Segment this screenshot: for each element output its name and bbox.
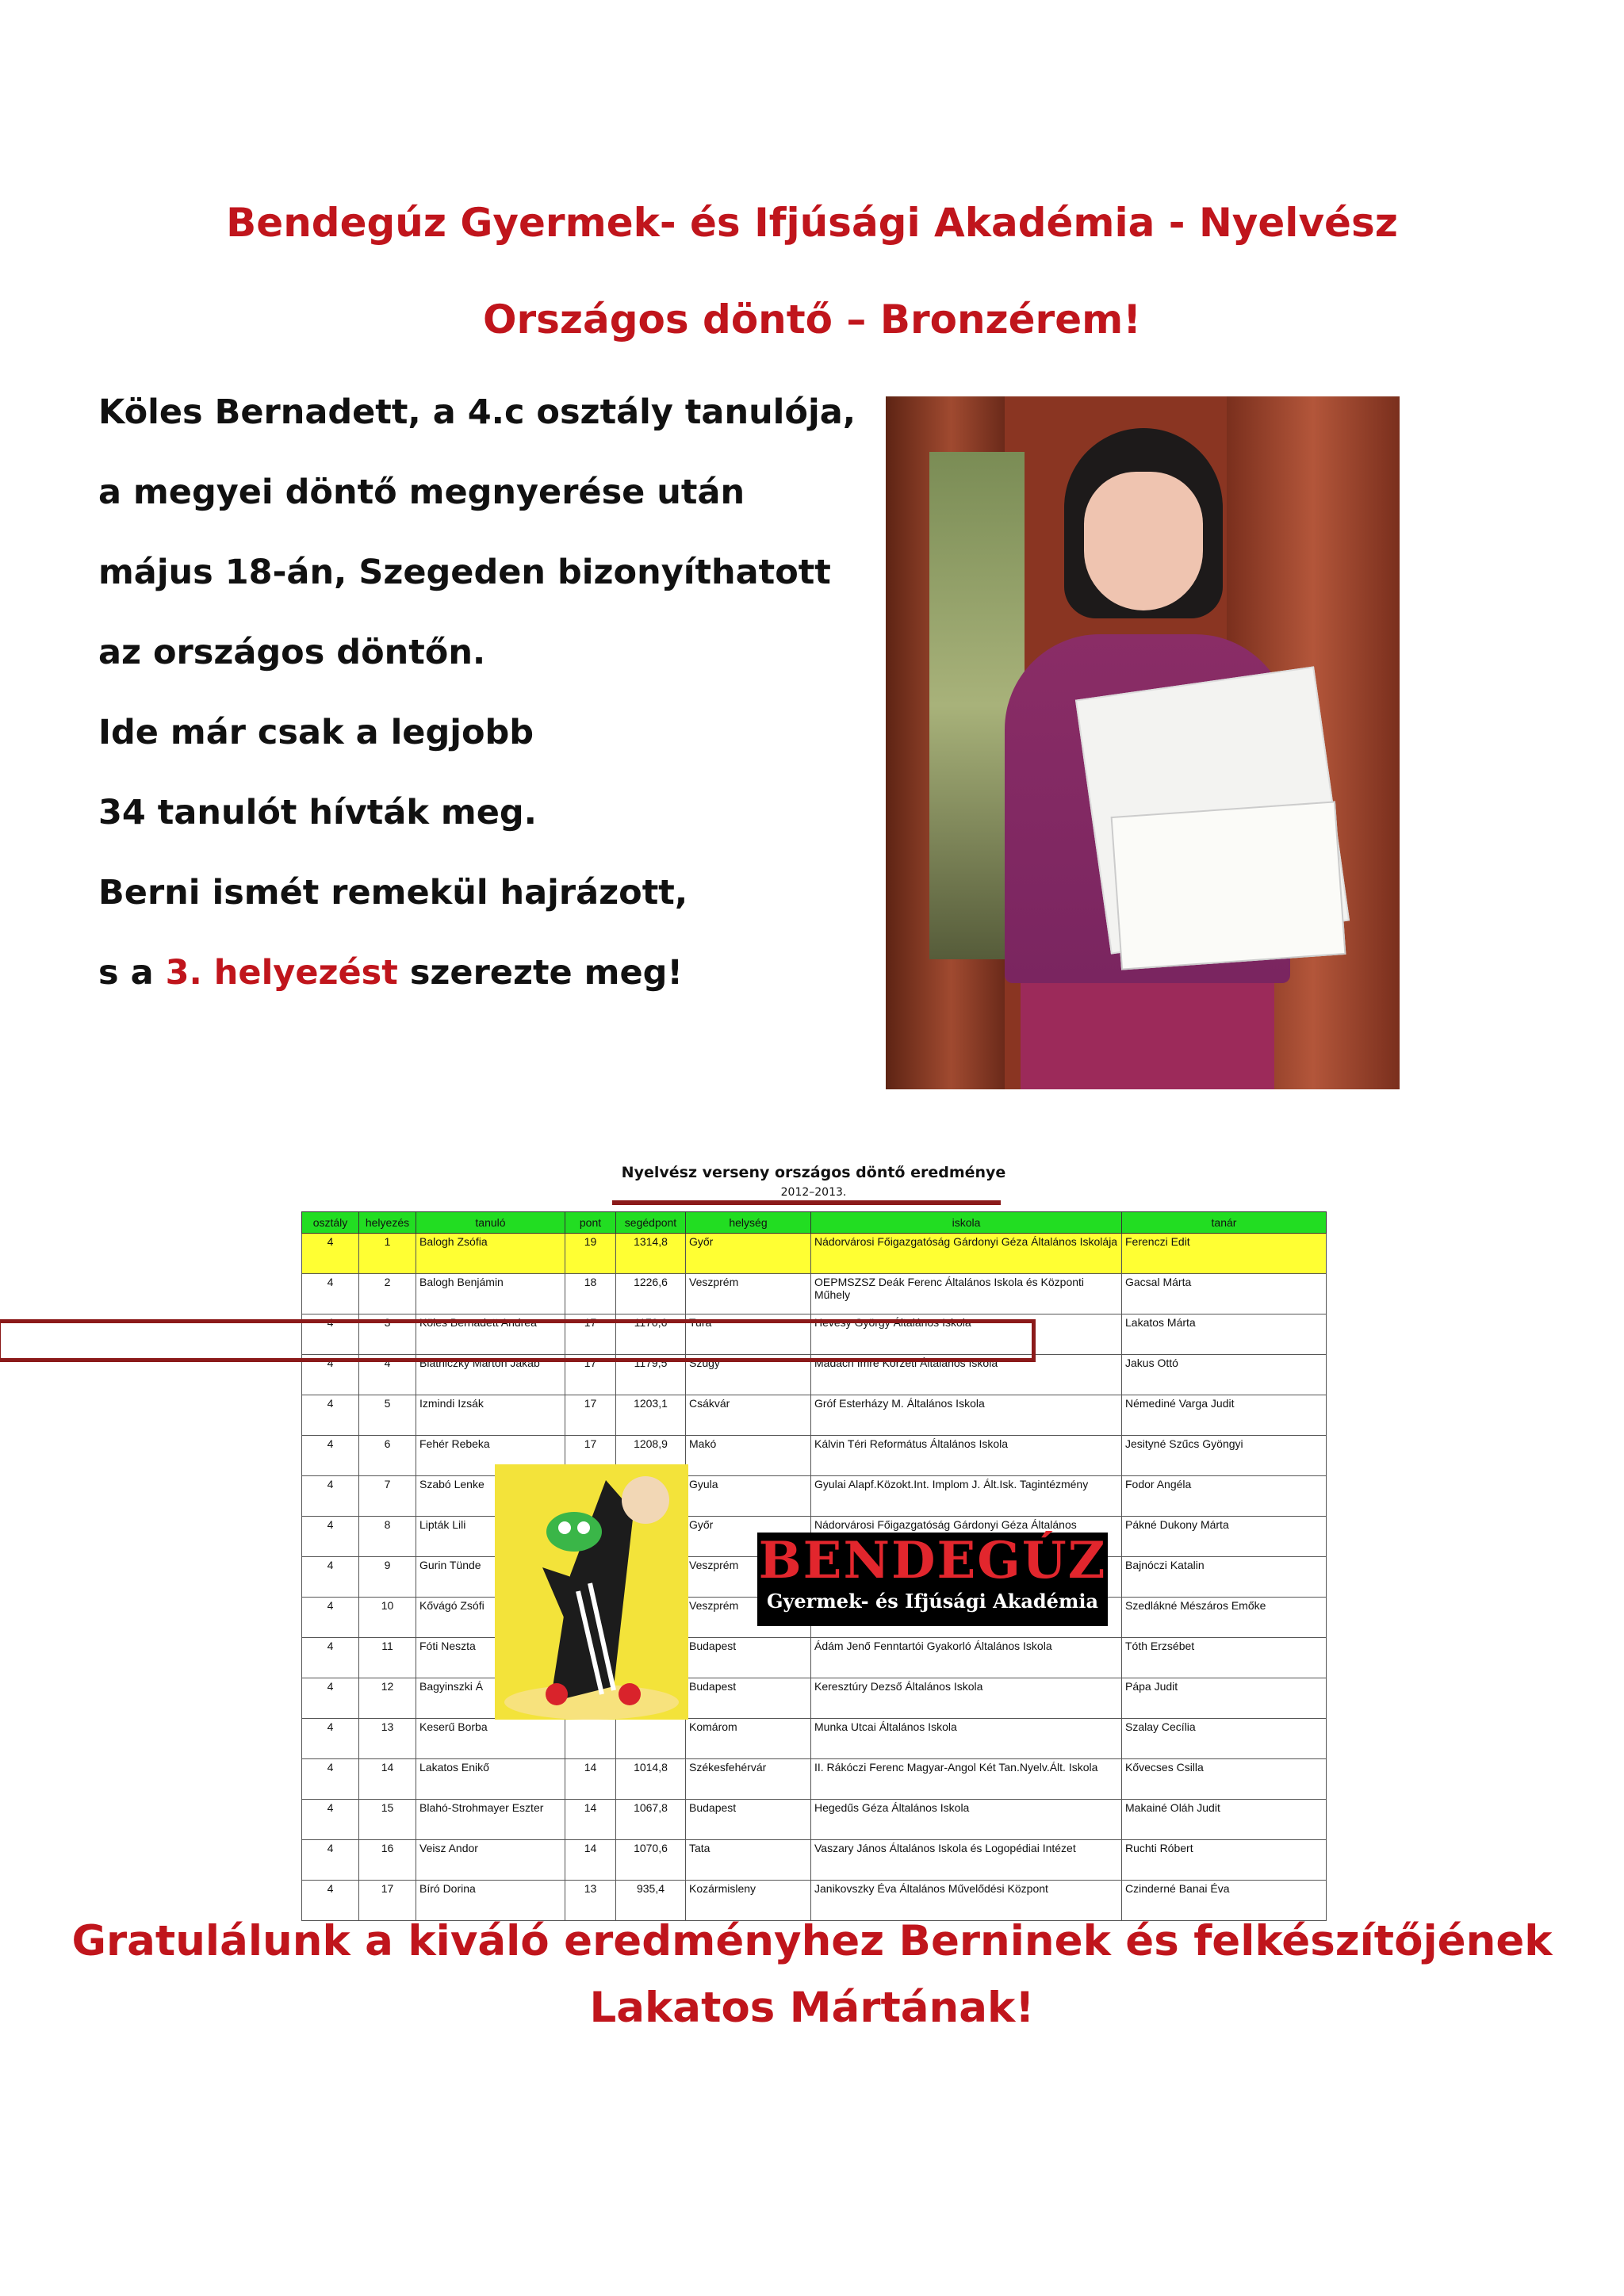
student-photo (886, 396, 1400, 1089)
results-cell: 4 (302, 1719, 359, 1759)
intro-line: Köles Bernadett, a 4.c osztály tanulója, (98, 392, 856, 432)
results-cell: Budapest (686, 1800, 811, 1840)
results-cell: 4 (359, 1355, 416, 1395)
page-subtitle: Országos döntő – Bronzérem! (482, 297, 1142, 342)
results-cell: 11 (359, 1638, 416, 1678)
results-cell: Jesityné Szűcs Gyöngyi (1122, 1436, 1327, 1476)
results-cell: Győr (686, 1234, 811, 1274)
results-cell: 4 (302, 1314, 359, 1355)
results-row (302, 1234, 1327, 1274)
results-cell: 18 (565, 1274, 616, 1314)
intro-text (98, 392, 860, 1032)
results-cell: Bajnóczi Katalin (1122, 1557, 1327, 1598)
intro-line: 34 tanulót hívták meg. (98, 793, 538, 832)
header-cell: pont (565, 1212, 616, 1234)
results-cell: Lipták Lili (416, 1517, 565, 1557)
intro-line: Berni ismét remekül hajrázott, (98, 873, 688, 913)
results-cell: Pákné Dukony Márta (1122, 1517, 1327, 1557)
results-cell: Fodor Angéla (1122, 1476, 1327, 1517)
results-cell: 1208,9 (616, 1436, 686, 1476)
header-cell: segédpont (616, 1212, 686, 1234)
results-cell: 10 (359, 1598, 416, 1638)
results-cell: Ádám Jenő Fenntartói Gyakorló Általános Iskola (811, 1638, 1122, 1678)
results-cell: 1067,8 (616, 1800, 686, 1840)
results-row (302, 1395, 1327, 1436)
results-cell: 17 (565, 1395, 616, 1436)
intro-line: az országos döntőn. (98, 633, 486, 672)
header-cell: helység (686, 1212, 811, 1234)
results-cell: 4 (302, 1598, 359, 1638)
results-cell: Szabó Lenke (416, 1476, 565, 1517)
results-row (302, 1881, 1327, 1921)
results-cell: 8 (359, 1517, 416, 1557)
results-row (302, 1719, 1327, 1759)
results-cell: 4 (302, 1557, 359, 1598)
results-cell: II. Rákóczi Ferenc Magyar-Angol Két Tan.Nyelv.Ált. Iskola (811, 1759, 1122, 1800)
results-cell: Kővecses Csilla (1122, 1759, 1327, 1800)
results-row (302, 1759, 1327, 1800)
results-cell: Bagyinszki Á (416, 1678, 565, 1719)
results-cell: Veszprém (686, 1598, 811, 1638)
logo-main-text: BENDEGÚZ (758, 1531, 1107, 1590)
results-cell: Ruchti Róbert (1122, 1840, 1327, 1881)
results-cell: 1014,8 (616, 1759, 686, 1800)
results-cell: Makó (686, 1436, 811, 1476)
results-cell: Székesfehérvár (686, 1759, 811, 1800)
results-row (302, 1476, 1327, 1517)
results-cell: Hegedűs Géza Általános Iskola (811, 1800, 1122, 1840)
results-cell: Lakatos Márta (1122, 1314, 1327, 1355)
results-cell: Némediné Varga Judit (1122, 1395, 1327, 1436)
results-cell: Nádorvárosi Főigazgatóság Gárdonyi Géza Általános (811, 1517, 1122, 1557)
results-cell: 4 (302, 1678, 359, 1719)
results-cell: 1 (359, 1234, 416, 1274)
results-cell: OEPMSZSZ Deák Ferenc Általános Iskola és Központi Műhely (811, 1274, 1122, 1314)
results-cell: 3 (359, 1314, 416, 1355)
results-cell: 1179,5 (616, 1355, 686, 1395)
results-cell: Nádorvárosi Főigazgatóság Gárdonyi Géza Általános Iskolája (811, 1234, 1122, 1274)
results-cell: 4 (302, 1395, 359, 1436)
results-cell: 2 (359, 1274, 416, 1314)
intro-last-post: szerezte meg! (397, 953, 684, 993)
results-cell: Gurin Tünde (416, 1557, 565, 1598)
results-cell: 4 (302, 1476, 359, 1517)
diploma-certificate-second (1111, 801, 1346, 970)
results-cell: Ferenczi Edit (1122, 1234, 1327, 1274)
results-cell: 14 (359, 1759, 416, 1800)
results-row (302, 1840, 1327, 1881)
results-cell: Komárom (686, 1719, 811, 1759)
results-cell: Kővágó Zsófi (416, 1598, 565, 1638)
results-cell: 19 (565, 1234, 616, 1274)
results-cell: Fehér Rebeka (416, 1436, 565, 1476)
results-cell: 4 (302, 1881, 359, 1921)
intro-line: Ide már csak a legjobb (98, 713, 534, 752)
results-cell: Csákvár (686, 1395, 811, 1436)
results-cell: 17 (565, 1355, 616, 1395)
results-cell: 4 (302, 1759, 359, 1800)
results-cell (565, 1719, 616, 1759)
results-cell: Jakus Ottó (1122, 1355, 1327, 1395)
results-table-image (301, 1154, 1326, 1895)
placement-highlight: 3. helyezést (165, 953, 398, 993)
results-cell: 17 (359, 1881, 416, 1921)
results-cell: Vaszary János Általános Iskola és Logopédiai Intézet (811, 1840, 1122, 1881)
results-cell: Keserű Borba (416, 1719, 565, 1759)
results-cell: 4 (302, 1517, 359, 1557)
results-cell: Tata (686, 1840, 811, 1881)
results-cell: Balogh Benjámin (416, 1274, 565, 1314)
results-cell: Hevesy György Általános Iskola (811, 1314, 1122, 1355)
results-cell: Blahó-Strohmayer Eszter (416, 1800, 565, 1840)
results-cell: Bíró Dorina (416, 1881, 565, 1921)
results-cell: Munka Utcai Általános Iskola (811, 1719, 1122, 1759)
results-cell: Szügy (686, 1355, 811, 1395)
header-cell: tanár (1122, 1212, 1327, 1234)
results-cell: Veszprém (686, 1557, 811, 1598)
results-cell: Gyula (686, 1476, 811, 1517)
results-cell: Makainé Oláh Judit (1122, 1800, 1327, 1840)
results-cell: 4 (302, 1840, 359, 1881)
results-cell: Lakatos Enikő (416, 1759, 565, 1800)
results-cell: Keresztúry Dezső Általános Iskola (811, 1678, 1122, 1719)
results-cell: 6 (359, 1436, 416, 1476)
results-cell: 9 (359, 1557, 416, 1598)
results-cell: Veszprém (686, 1274, 811, 1314)
results-cell: Tura (686, 1314, 811, 1355)
results-cell: Kozármisleny (686, 1881, 811, 1921)
results-cell: Kálvin Téri Református Általános Iskola (811, 1436, 1122, 1476)
results-cell: Izmindi Izsák (416, 1395, 565, 1436)
congratulation-line: Gratulálunk a kiváló eredményhez Berninek és felkészítőjének (71, 1917, 1553, 1965)
results-cell: 4 (302, 1800, 359, 1840)
bendeguz-mascot-image (495, 1464, 688, 1720)
results-cell: 14 (565, 1759, 616, 1800)
intro-line: május 18-án, Szegeden bizonyíthatott (98, 553, 831, 592)
results-row (302, 1274, 1327, 1314)
results-cell: 7 (359, 1476, 416, 1517)
header-cell: osztály (302, 1212, 359, 1234)
page-title: Bendegúz Gyermek- és Ifjúsági Akadémia - Nyelvész (226, 200, 1398, 246)
results-cell: 4 (302, 1355, 359, 1395)
logo-sub-text: Gyermek- és Ifjúsági Akadémia (766, 1590, 1099, 1613)
results-cell: 1226,6 (616, 1274, 686, 1314)
results-cell: 14 (565, 1840, 616, 1881)
results-cell: Tóth Erzsébet (1122, 1638, 1327, 1678)
results-cell: 1170,6 (616, 1314, 686, 1355)
results-cell: Szalay Cecília (1122, 1719, 1327, 1759)
results-cell: Gróf Esterházy M. Általános Iskola (811, 1395, 1122, 1436)
results-cell: Gyulai Alapf.Közokt.Int. Implom J. Ált.Isk. Tagintézmény (811, 1476, 1122, 1517)
results-cell: 5 (359, 1395, 416, 1436)
results-cell: 14 (565, 1800, 616, 1840)
results-cell: 1314,8 (616, 1234, 686, 1274)
results-cell: 4 (302, 1638, 359, 1678)
results-cell: Győr (686, 1517, 811, 1557)
bendeguz-logo (757, 1533, 1108, 1626)
results-cell: Budapest (686, 1638, 811, 1678)
results-cell: Veisz Andor (416, 1840, 565, 1881)
results-cell: Czinderné Banai Éva (1122, 1881, 1327, 1921)
results-cell: Budapest (686, 1678, 811, 1719)
header-cell: iskola (811, 1212, 1122, 1234)
results-cell: 4 (302, 1234, 359, 1274)
results-cell: 1203,1 (616, 1395, 686, 1436)
results-cell: Gacsal Márta (1122, 1274, 1327, 1314)
results-cell: 17 (565, 1436, 616, 1476)
results-cell: 13 (565, 1881, 616, 1921)
results-cell (616, 1719, 686, 1759)
results-cell: Blatniczky Márton Jakab (416, 1355, 565, 1395)
results-cell: 17 (565, 1314, 616, 1355)
results-title: Nyelvész verseny országos döntő eredménye (621, 1164, 1006, 1181)
header-cell: tanuló (416, 1212, 565, 1234)
results-row (302, 1436, 1327, 1476)
results-cell: Janikovszky Éva Általános Művelődési Központ (811, 1881, 1122, 1921)
results-row (302, 1678, 1327, 1719)
mascot-illustration (495, 1464, 688, 1720)
results-cell: 15 (359, 1800, 416, 1840)
results-year: 2012–2013. (780, 1186, 847, 1199)
results-cell: 12 (359, 1678, 416, 1719)
intro-last-pre: s a (98, 953, 166, 993)
results-cell: Pápa Judit (1122, 1678, 1327, 1719)
girl-pants (1021, 983, 1274, 1089)
third-place-highlight-box (0, 1319, 1036, 1362)
results-row (302, 1800, 1327, 1840)
congratulation-name: Lakatos Mártának! (589, 1984, 1035, 2032)
girl-face (1084, 472, 1203, 610)
results-cell: 935,4 (616, 1881, 686, 1921)
results-cell: Szedlákné Mészáros Emőke (1122, 1598, 1327, 1638)
results-cell: 4 (302, 1436, 359, 1476)
results-cell: Balogh Zsófia (416, 1234, 565, 1274)
results-row (302, 1638, 1327, 1678)
results-title-underline (612, 1200, 1001, 1205)
results-cell: 4 (302, 1274, 359, 1314)
results-cell: 16 (359, 1840, 416, 1881)
results-cell: 13 (359, 1719, 416, 1759)
intro-line: a megyei döntő megnyerése után (98, 473, 745, 512)
results-cell: 1070,6 (616, 1840, 686, 1881)
intro-line-last (98, 952, 860, 1032)
results-cell: Madách Imre Körzeti Általános Iskola (811, 1355, 1122, 1395)
header-cell: helyezés (359, 1212, 416, 1234)
results-header-row (302, 1212, 1327, 1234)
results-cell: Fóti Neszta (416, 1638, 565, 1678)
results-cell: Köles Bernadett Andrea (416, 1314, 565, 1355)
